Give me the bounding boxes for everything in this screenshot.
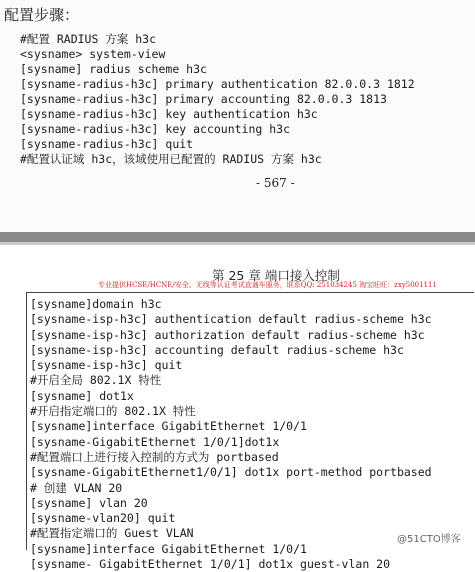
code-line: #配置指定端口的 Guest VLAN xyxy=(30,526,194,541)
code-line: [sysname-GigabitEthernet 1/0/1]dot1x xyxy=(30,434,280,449)
code-line: #开启指定端口的 802.1X 特性 xyxy=(30,404,196,419)
code-line: [sysname-isp-h3c] quit xyxy=(30,358,183,373)
page-divider-shadow xyxy=(0,242,475,245)
page-divider xyxy=(0,232,475,242)
watermark-text: 专业提供HCSE/HCNE/安全、无线等认证考试直通车服务，联系QQ: 251034245 淘宝旺旺：zxy5001111 xyxy=(98,281,437,289)
code-line: [sysname]domain h3c xyxy=(30,297,162,311)
code-line: #配置认证域 h3c，该域使用已配置的 RADIUS 方案 h3c xyxy=(20,152,322,166)
code-line: [sysname] vlan 20 xyxy=(30,495,148,510)
code-line: [sysname-radius-h3c] quit xyxy=(20,137,194,151)
code-line: [sysname-radius-h3c] key authentication h3c xyxy=(20,107,318,121)
code-line: [sysname]interface GigabitEthernet 1/0/1 xyxy=(30,541,307,556)
code-line: [sysname-radius-h3c] key accounting h3c xyxy=(20,122,291,136)
code-line: # 创建 VLAN 20 xyxy=(30,480,123,495)
page-number: - 567 - xyxy=(256,176,295,190)
code-line: [sysname-isp-h3c] authentication default radius-scheme h3c xyxy=(30,312,432,327)
code-line: #配置 RADIUS 方案 h3c xyxy=(20,32,157,46)
code-line: [sysname-radius-h3c] primary accounting 82.0.0.3 1813 xyxy=(20,92,387,106)
page-heading: 配置步骤： xyxy=(4,6,80,24)
code-line: <sysname> system-view xyxy=(20,47,166,61)
top-code-block xyxy=(20,32,415,167)
site-logo: @51CTO博客 xyxy=(397,534,461,545)
code-line: #配置端口上进行接入控制的方式为 portbased xyxy=(30,449,279,464)
bottom-code-block xyxy=(30,297,432,572)
code-line: [sysname-isp-h3c] accounting default radius-scheme h3c xyxy=(30,342,404,357)
code-line: [sysname-GigabitEthernet1/0/1] dot1x port-method portbased xyxy=(30,465,432,480)
chapter-title: 第 25 章 端口接入控制 xyxy=(212,268,340,283)
code-line: [sysname-isp-h3c] authorization default radius-scheme h3c xyxy=(30,327,425,342)
code-line: [sysname]interface GigabitEthernet 1/0/1 xyxy=(30,419,307,434)
code-line: [sysname] dot1x xyxy=(30,388,134,403)
code-line: [sysname-radius-h3c] primary authentication 82.0.0.3 1812 xyxy=(20,77,415,91)
code-line: [sysname-vlan20] quit xyxy=(30,511,176,526)
code-line: [sysname- GigabitEthernet 1/0/1] dot1x guest-vlan 20 xyxy=(30,557,391,572)
code-line: #开启全局 802.1X 特性 xyxy=(30,373,162,388)
code-line: [sysname] radius scheme h3c xyxy=(20,62,207,76)
